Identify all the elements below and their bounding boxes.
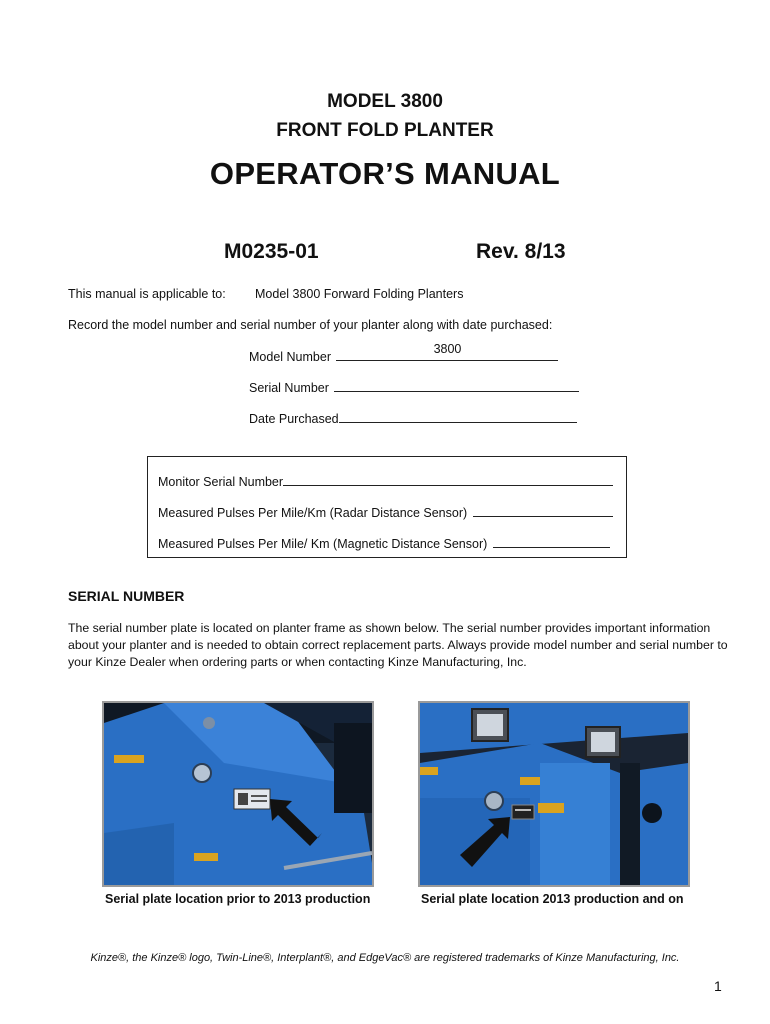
serial-number-row [249,379,579,395]
serial-number-paragraph: The serial number plate is located on planter frame as shown below. The serial number provides important information about your planter and is needed to obtain correct replacement parts. Always provide model number and serial number to your Kinze Dealer when ordering parts or when contacting Kinze Manufacturing, Inc. [68,621,728,669]
photo-serial-plate-2013-on [418,701,690,887]
serial-number-label: Serial Number [249,381,329,395]
model-number-value: 3800 [433,342,462,356]
radar-pulses-row [158,504,613,520]
model-number-row [249,342,558,364]
record-instruction: Record the model number and serial number of your planter along with date purchased: [68,318,553,332]
right-photo-caption: Serial plate location 2013 production and on [421,892,684,906]
applicability-value: Model 3800 Forward Folding Planters [255,287,464,301]
sensor-info-box [147,456,627,558]
radar-pulses-label: Measured Pulses Per Mile/Km (Radar Distance Sensor) [158,506,468,520]
monitor-serial-row [158,473,613,489]
revision: Rev. 8/13 [476,240,566,263]
magnetic-pulses-label: Measured Pulses Per Mile/ Km (Magnetic Distance Sensor) [158,537,488,551]
date-purchased-line [339,410,577,423]
model-number-label: Model Number [249,350,331,364]
model-heading: MODEL 3800 [327,91,443,112]
radar-pulses-line [473,504,613,517]
trademark-notice: Kinze®, the Kinze® logo, Twin-Line®, Interplant®, and EdgeVac® are registered trademarks of Kinze Manufacturing, Inc. [90,952,680,964]
magnetic-pulses-line [493,535,610,548]
product-heading: FRONT FOLD PLANTER [276,120,494,141]
serial-number-line [334,379,579,392]
applicability-label: This manual is applicable to: [68,287,226,301]
left-photo-caption: Serial plate location prior to 2013 production [105,892,371,906]
date-purchased-label: Date Purchased [249,412,339,426]
manual-title: OPERATOR’S MANUAL [209,156,561,191]
date-purchased-row [249,410,577,426]
page-number: 1 [714,978,722,994]
monitor-serial-line [283,473,613,486]
photo-serial-plate-pre-2013 [102,701,374,887]
model-number-line [336,342,558,361]
serial-number-heading: SERIAL NUMBER [68,588,185,604]
monitor-serial-label: Monitor Serial Number [158,475,284,489]
manual-number: M0235-01 [224,240,319,263]
magnetic-pulses-row [158,535,610,551]
